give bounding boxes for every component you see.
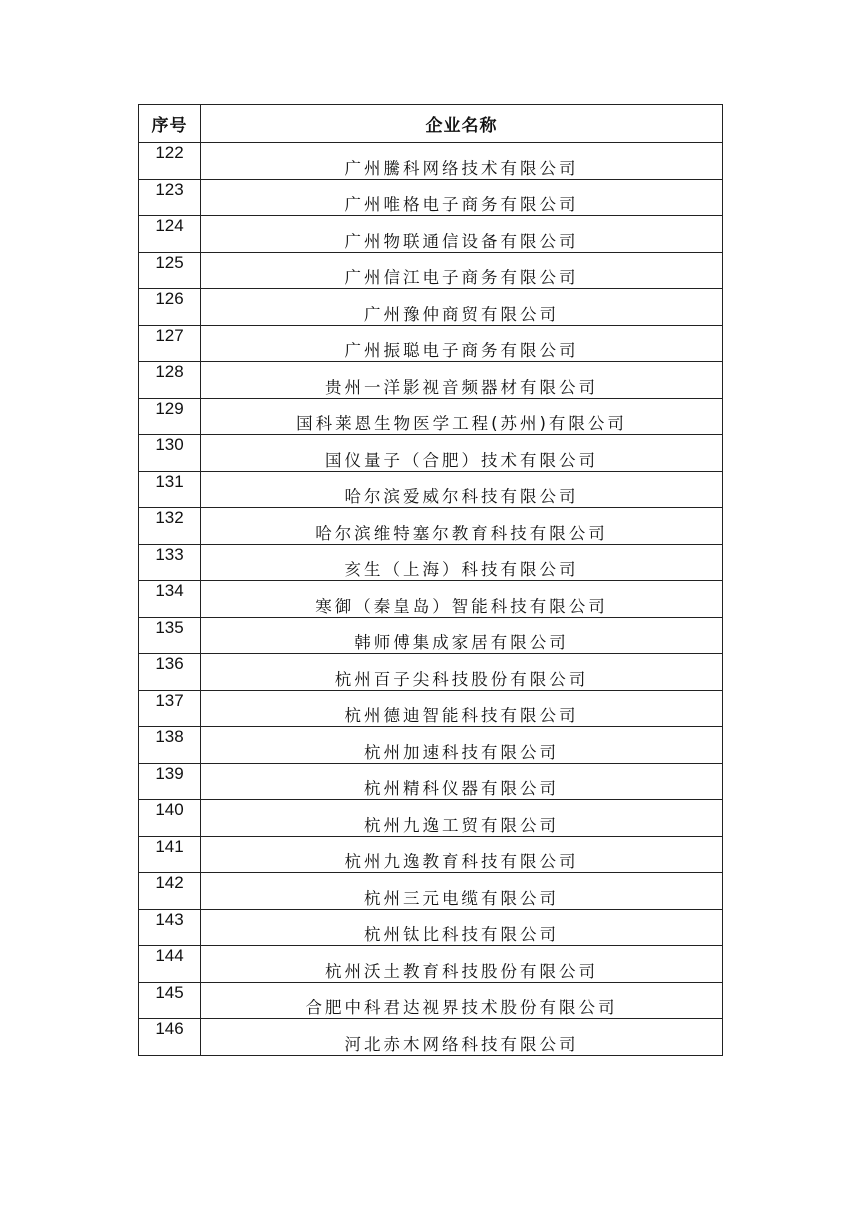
row-company-name: 哈尔滨爱威尔科技有限公司 — [201, 471, 723, 508]
table-row — [139, 654, 723, 691]
table-row — [139, 471, 723, 508]
row-company-name: 杭州百子尖科技股份有限公司 — [201, 654, 723, 691]
row-company-name: 国仪量子（合肥）技术有限公司 — [201, 435, 723, 472]
table-body — [139, 143, 723, 1056]
table-row — [139, 216, 723, 253]
row-company-name: 广州豫仲商贸有限公司 — [201, 289, 723, 326]
row-company-name: 广州信江电子商务有限公司 — [201, 252, 723, 289]
table-row — [139, 1019, 723, 1056]
table-row — [139, 325, 723, 362]
table-row — [139, 690, 723, 727]
row-company-name: 寒御（秦皇岛）智能科技有限公司 — [201, 581, 723, 618]
table-row — [139, 362, 723, 399]
table-header-row — [139, 105, 723, 143]
row-seq-number: 126 — [139, 289, 201, 326]
table-row — [139, 982, 723, 1019]
row-company-name: 杭州加速科技有限公司 — [201, 727, 723, 764]
row-company-name: 杭州沃土教育科技股份有限公司 — [201, 946, 723, 983]
table-row — [139, 435, 723, 472]
row-company-name: 国科莱恩生物医学工程(苏州)有限公司 — [201, 398, 723, 435]
row-company-name: 贵州一洋影视音频器材有限公司 — [201, 362, 723, 399]
row-seq-number: 141 — [139, 836, 201, 873]
table-row — [139, 398, 723, 435]
row-seq-number: 140 — [139, 800, 201, 837]
row-seq-number: 123 — [139, 179, 201, 216]
row-company-name: 哈尔滨维特塞尔教育科技有限公司 — [201, 508, 723, 545]
row-seq-number: 130 — [139, 435, 201, 472]
row-seq-number: 132 — [139, 508, 201, 545]
row-company-name: 杭州德迪智能科技有限公司 — [201, 690, 723, 727]
row-seq-number: 124 — [139, 216, 201, 253]
row-seq-number: 135 — [139, 617, 201, 654]
row-company-name: 杭州九逸工贸有限公司 — [201, 800, 723, 837]
row-company-name: 河北赤木网络科技有限公司 — [201, 1019, 723, 1056]
row-seq-number: 136 — [139, 654, 201, 691]
table-row — [139, 289, 723, 326]
table-row — [139, 909, 723, 946]
header-company-name: 企业名称 — [201, 105, 723, 143]
row-company-name: 杭州精科仪器有限公司 — [201, 763, 723, 800]
table-row — [139, 873, 723, 910]
row-seq-number: 146 — [139, 1019, 201, 1056]
row-company-name: 合肥中科君达视界技术股份有限公司 — [201, 982, 723, 1019]
row-seq-number: 122 — [139, 143, 201, 180]
row-company-name: 韩师傅集成家居有限公司 — [201, 617, 723, 654]
row-seq-number: 131 — [139, 471, 201, 508]
company-list-table — [138, 104, 723, 1056]
row-company-name: 广州物联通信设备有限公司 — [201, 216, 723, 253]
row-company-name: 杭州九逸教育科技有限公司 — [201, 836, 723, 873]
row-company-name: 广州唯格电子商务有限公司 — [201, 179, 723, 216]
row-seq-number: 129 — [139, 398, 201, 435]
row-seq-number: 143 — [139, 909, 201, 946]
table-row — [139, 800, 723, 837]
table-row — [139, 727, 723, 764]
table-row — [139, 252, 723, 289]
row-seq-number: 137 — [139, 690, 201, 727]
row-seq-number: 127 — [139, 325, 201, 362]
row-company-name: 杭州钛比科技有限公司 — [201, 909, 723, 946]
row-seq-number: 133 — [139, 544, 201, 581]
row-seq-number: 139 — [139, 763, 201, 800]
row-company-name: 杭州三元电缆有限公司 — [201, 873, 723, 910]
row-company-name: 广州騰科网络技术有限公司 — [201, 143, 723, 180]
row-seq-number: 125 — [139, 252, 201, 289]
row-seq-number: 142 — [139, 873, 201, 910]
table-row — [139, 143, 723, 180]
header-seq: 序号 — [139, 105, 201, 143]
table-row — [139, 946, 723, 983]
table-row — [139, 179, 723, 216]
row-company-name: 广州振聪电子商务有限公司 — [201, 325, 723, 362]
row-seq-number: 144 — [139, 946, 201, 983]
row-company-name: 亥生（上海）科技有限公司 — [201, 544, 723, 581]
table-row — [139, 581, 723, 618]
table-row — [139, 544, 723, 581]
row-seq-number: 145 — [139, 982, 201, 1019]
table-row — [139, 763, 723, 800]
table-row — [139, 508, 723, 545]
row-seq-number: 128 — [139, 362, 201, 399]
row-seq-number: 134 — [139, 581, 201, 618]
table-row — [139, 617, 723, 654]
table-row — [139, 836, 723, 873]
row-seq-number: 138 — [139, 727, 201, 764]
